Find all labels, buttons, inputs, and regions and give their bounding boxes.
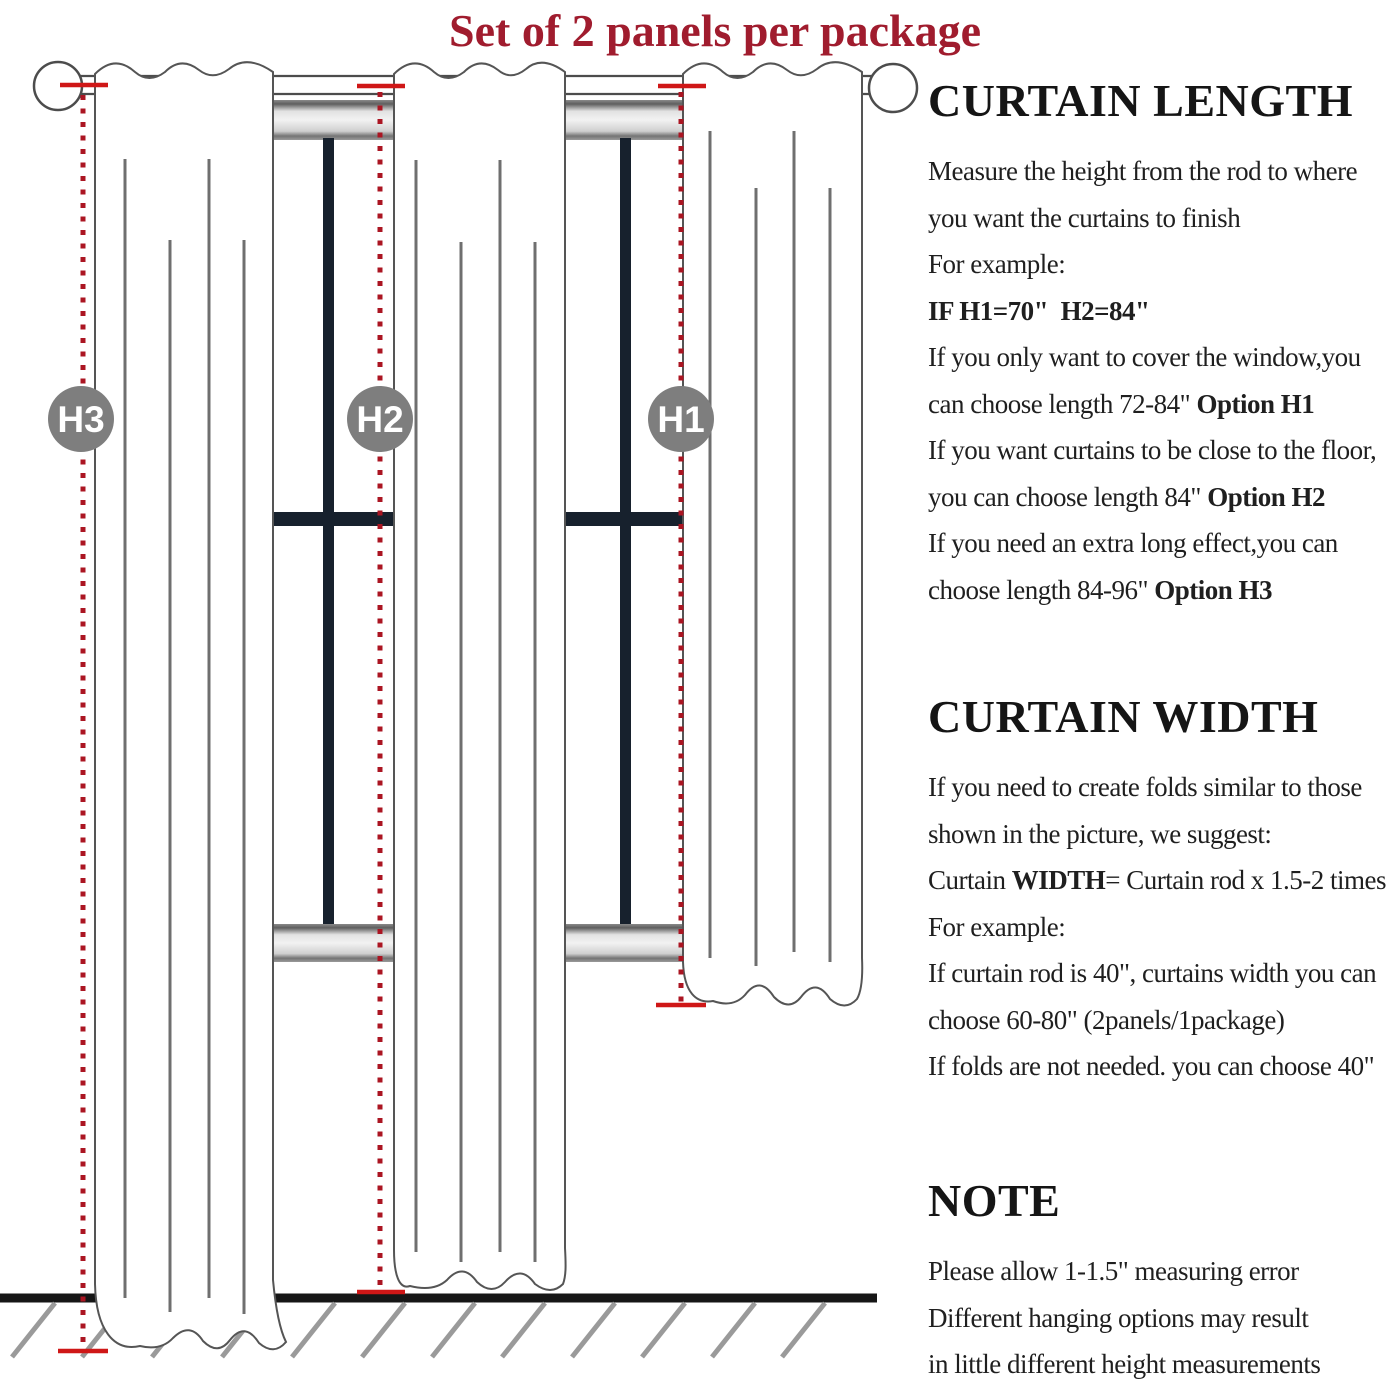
curtain-width-heading: CURTAIN WIDTH [928, 691, 1319, 742]
text-line: can choose length 72-84" Option H1 [928, 388, 1315, 419]
text-line: If you want curtains to be close to the floor, [928, 435, 1377, 465]
note-text [928, 1248, 1399, 1382]
window-mullion-left [323, 138, 334, 928]
badge-h2 [347, 386, 413, 452]
text-line: in little different height measurements [928, 1349, 1321, 1379]
text-line: choose 60-80" (2panels/1package) [928, 1004, 1285, 1035]
text-line: If folds are not needed. you can choose 40" [928, 1051, 1375, 1081]
curtain-length-text [928, 148, 1399, 613]
text-line: If curtain rod is 40", curtains width you can [928, 958, 1377, 988]
text-line: Different hanging options may result [928, 1302, 1309, 1333]
text-line: If you need to create folds similar to those [928, 772, 1362, 802]
curtain-length-heading: CURTAIN LENGTH [928, 75, 1353, 126]
text-line: choose length 84-96" Option H3 [928, 574, 1273, 605]
text-line: Curtain WIDTH= Curtain rod x 1.5-2 times [928, 865, 1386, 895]
text-line: If you only want to cover the window,you [928, 342, 1361, 372]
badge-h3-label: H3 [57, 399, 105, 440]
badge-h1-label: H1 [657, 399, 705, 440]
text-line: IF H1=70" H2=84" [928, 295, 1150, 326]
note-heading: NOTE [928, 1175, 1061, 1226]
text-line: you want the curtains to finish [928, 202, 1241, 233]
text-line: For example: [928, 911, 1066, 942]
text-line: For example: [928, 249, 1066, 279]
rod-finial-right-icon [869, 64, 917, 112]
page-title: Set of 2 panels per package [449, 5, 981, 56]
curtain-width-text [928, 764, 1399, 1090]
text-line: If you need an extra long effect,you can [928, 528, 1338, 558]
instructions-column [928, 0, 1399, 1382]
text-line: you can choose length 84" Option H2 [928, 481, 1325, 512]
window-mullion-right [620, 138, 631, 928]
badge-h1 [648, 386, 714, 452]
text-line: shown in the picture, we suggest: [928, 818, 1272, 849]
text-line: Please allow 1-1.5" measuring error [928, 1256, 1299, 1286]
text-line: Measure the height from the rod to where [928, 156, 1358, 186]
curtain-panel-h2 [394, 63, 566, 1290]
badge-h2-label: H2 [356, 399, 404, 440]
badge-h3 [48, 386, 114, 452]
